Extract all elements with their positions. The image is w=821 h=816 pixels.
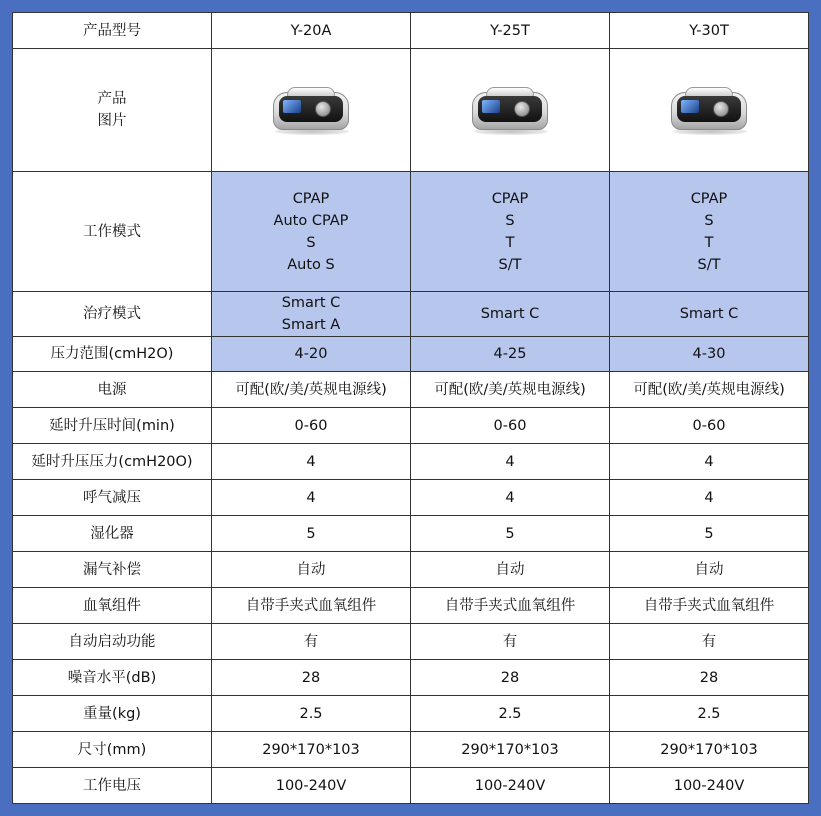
image-row: [13, 49, 809, 172]
label-line: 图片: [97, 113, 127, 129]
work-mode-row: [13, 172, 809, 292]
value-cell: 4-20: [212, 337, 411, 372]
mode-line: CPAP: [292, 190, 330, 207]
value-cell: 自带手夹式血氧组件: [411, 588, 610, 624]
value-cell: 自带手夹式血氧组件: [212, 588, 411, 624]
value-cell: 5: [610, 516, 809, 552]
value-cell: 28: [610, 660, 809, 696]
value-cell: 有: [212, 624, 411, 660]
row-label: 治疗模式: [13, 292, 212, 337]
header-label: 产品型号: [13, 13, 212, 49]
cpap-device-icon: [470, 84, 550, 136]
mode-line: Auto S: [287, 256, 335, 273]
row-label: 自动启动功能: [13, 624, 212, 660]
row-label: 噪音水平(dB): [13, 660, 212, 696]
ramp-pressure-row: [13, 444, 809, 480]
row-label: 延时升压时间(min): [13, 408, 212, 444]
value-cell: 4: [212, 480, 411, 516]
mode-line: T: [704, 234, 714, 251]
value-cell: 自动: [411, 552, 610, 588]
value-cell: 290*170*103: [411, 732, 610, 768]
ramp-time-row: [13, 408, 809, 444]
product-image: [212, 49, 411, 172]
model-name: Y-20A: [212, 13, 411, 49]
mode-line: Smart C: [281, 295, 341, 311]
row-label: 尺寸(mm): [13, 732, 212, 768]
mode-line: CPAP: [690, 190, 728, 207]
leak-comp-row: [13, 552, 809, 588]
therapy-mode-row: [13, 292, 809, 337]
spo2-row: [13, 588, 809, 624]
row-label: 工作模式: [13, 172, 212, 292]
row-label: 电源: [13, 372, 212, 408]
value-cell: 有: [610, 624, 809, 660]
auto-start-row: [13, 624, 809, 660]
value-cell: 28: [212, 660, 411, 696]
value-cell: 4: [411, 480, 610, 516]
value-cell: 2.5: [212, 696, 411, 732]
cpap-device-icon: [271, 84, 351, 136]
work-mode-cell: [411, 172, 610, 292]
value-cell: 2.5: [411, 696, 610, 732]
power-row: [13, 372, 809, 408]
value-cell: 5: [212, 516, 411, 552]
model-name: Y-25T: [411, 13, 610, 49]
value-cell: 有: [411, 624, 610, 660]
label-line: 产品: [97, 91, 127, 107]
therapy-mode-cell: Smart C: [411, 292, 610, 337]
noise-row: [13, 660, 809, 696]
value-cell: 可配(欧/美/英规电源线): [212, 372, 411, 408]
value-cell: 290*170*103: [212, 732, 411, 768]
value-cell: 100-240V: [610, 768, 809, 804]
mode-line: S/T: [498, 256, 522, 273]
value-cell: 2.5: [610, 696, 809, 732]
value-cell: 4-25: [411, 337, 610, 372]
row-label: 工作电压: [13, 768, 212, 804]
therapy-mode-cell: Smart C: [610, 292, 809, 337]
value-cell: 5: [411, 516, 610, 552]
value-cell: 自动: [212, 552, 411, 588]
mode-line: CPAP: [491, 190, 529, 207]
row-label: 血氧组件: [13, 588, 212, 624]
value-cell: 100-240V: [212, 768, 411, 804]
value-cell: 4-30: [610, 337, 809, 372]
mode-line: Smart A: [281, 317, 341, 333]
cpap-device-icon: [669, 84, 749, 136]
mode-line: T: [505, 234, 515, 251]
value-cell: 100-240V: [411, 768, 610, 804]
work-mode-cell: [610, 172, 809, 292]
weight-row: [13, 696, 809, 732]
value-cell: 自动: [610, 552, 809, 588]
header-row: [13, 13, 809, 49]
mode-line: S: [306, 234, 316, 251]
value-cell: 4: [610, 480, 809, 516]
voltage-row: [13, 768, 809, 804]
humidifier-row: [13, 516, 809, 552]
value-cell: 自带手夹式血氧组件: [610, 588, 809, 624]
value-cell: 290*170*103: [610, 732, 809, 768]
row-label: 漏气补偿: [13, 552, 212, 588]
row-label: 重量(kg): [13, 696, 212, 732]
row-label: 压力范围(cmH2O): [13, 337, 212, 372]
exhale-relief-row: [13, 480, 809, 516]
row-label: 湿化器: [13, 516, 212, 552]
spec-table: [12, 12, 809, 804]
product-image: [610, 49, 809, 172]
mode-line: S: [505, 212, 515, 229]
value-cell: 28: [411, 660, 610, 696]
product-image: [411, 49, 610, 172]
model-name: Y-30T: [610, 13, 809, 49]
mode-line: S/T: [697, 256, 721, 273]
value-cell: 0-60: [610, 408, 809, 444]
mode-line: S: [704, 212, 714, 229]
value-cell: 0-60: [411, 408, 610, 444]
value-cell: 4: [610, 444, 809, 480]
value-cell: 可配(欧/美/英规电源线): [610, 372, 809, 408]
pressure-range-row: [13, 337, 809, 372]
work-mode-cell: [212, 172, 411, 292]
value-cell: 4: [411, 444, 610, 480]
size-row: [13, 732, 809, 768]
mode-line: Auto CPAP: [273, 212, 349, 229]
therapy-mode-cell: [212, 292, 411, 337]
value-cell: 0-60: [212, 408, 411, 444]
value-cell: 可配(欧/美/英规电源线): [411, 372, 610, 408]
image-row-label: [13, 49, 212, 172]
value-cell: 4: [212, 444, 411, 480]
row-label: 延时升压压力(cmH20O): [13, 444, 212, 480]
row-label: 呼气减压: [13, 480, 212, 516]
